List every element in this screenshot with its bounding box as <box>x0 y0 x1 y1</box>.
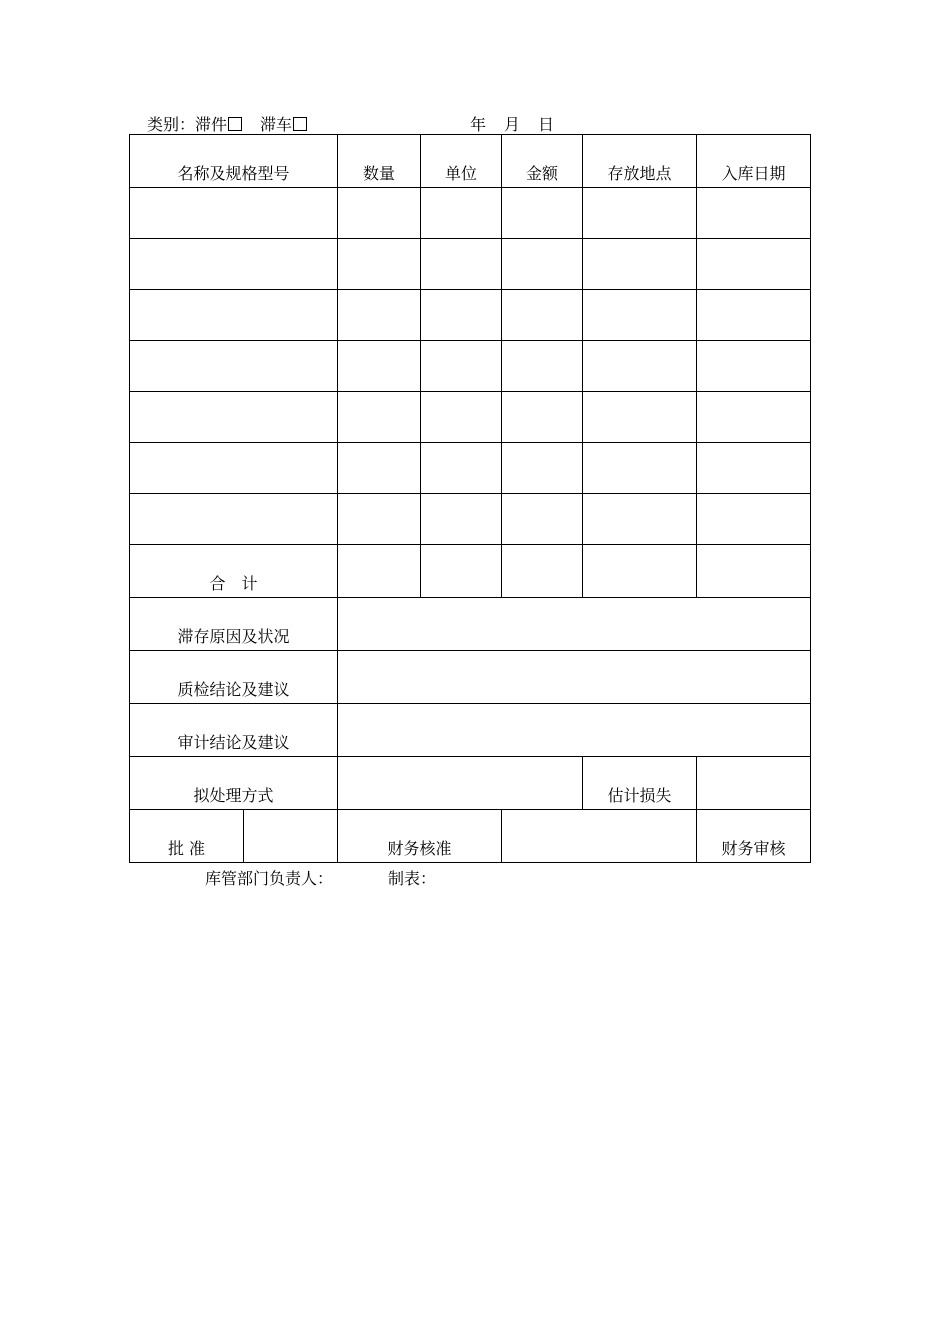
cell-quantity[interactable] <box>338 443 421 494</box>
cell-name-spec[interactable] <box>130 188 338 239</box>
total-location-cell[interactable] <box>583 545 697 598</box>
cell-date[interactable] <box>697 392 811 443</box>
qc-field[interactable] <box>338 651 811 704</box>
category-parts-checkbox[interactable] <box>228 117 242 131</box>
cell-location[interactable] <box>583 290 697 341</box>
date-year-label: 年 <box>470 115 487 134</box>
reason-row <box>130 598 811 651</box>
cell-location[interactable] <box>583 188 697 239</box>
cell-location[interactable] <box>583 341 697 392</box>
cell-quantity[interactable] <box>338 341 421 392</box>
reason-field[interactable] <box>338 598 811 651</box>
cell-date[interactable] <box>697 443 811 494</box>
reason-label: 滞存原因及状况 <box>130 598 338 651</box>
cell-name-spec[interactable] <box>130 341 338 392</box>
table-row <box>130 494 811 545</box>
cell-date[interactable] <box>697 494 811 545</box>
cell-amount[interactable] <box>502 290 583 341</box>
cell-unit[interactable] <box>421 443 502 494</box>
cell-location[interactable] <box>583 443 697 494</box>
table-row <box>130 290 811 341</box>
table-row <box>130 341 811 392</box>
cell-date[interactable] <box>697 188 811 239</box>
cell-unit[interactable] <box>421 290 502 341</box>
audit-label: 审计结论及建议 <box>130 704 338 757</box>
cell-location[interactable] <box>583 494 697 545</box>
cell-date[interactable] <box>697 341 811 392</box>
manager-label: 库管部门负责人： <box>205 869 334 888</box>
cell-unit[interactable] <box>421 341 502 392</box>
category-option-vehicle-label: 滞车 <box>260 115 293 134</box>
cell-amount[interactable] <box>502 392 583 443</box>
cell-name-spec[interactable] <box>130 290 338 341</box>
approve-field[interactable] <box>244 810 338 863</box>
table-row <box>130 392 811 443</box>
cell-unit[interactable] <box>421 188 502 239</box>
table-row <box>130 188 811 239</box>
qc-label: 质检结论及建议 <box>130 651 338 704</box>
table-row <box>130 443 811 494</box>
audit-row <box>130 704 811 757</box>
cell-quantity[interactable] <box>338 188 421 239</box>
cell-date[interactable] <box>697 290 811 341</box>
col-header-unit: 单位 <box>421 135 502 188</box>
finance-approve-field[interactable] <box>502 810 697 863</box>
cell-amount[interactable] <box>502 341 583 392</box>
total-row <box>130 545 811 598</box>
category-vehicle-checkbox[interactable] <box>293 117 307 131</box>
total-label: 合 计 <box>130 545 338 598</box>
cell-quantity[interactable] <box>338 494 421 545</box>
cell-name-spec[interactable] <box>130 494 338 545</box>
cell-location[interactable] <box>583 392 697 443</box>
cell-quantity[interactable] <box>338 239 421 290</box>
form-header <box>147 112 647 134</box>
total-date-cell[interactable] <box>697 545 811 598</box>
cell-quantity[interactable] <box>338 392 421 443</box>
plan-row <box>130 757 811 810</box>
cell-amount[interactable] <box>502 188 583 239</box>
finance-review-label: 财务审核 <box>697 810 811 863</box>
signature-row <box>130 810 811 863</box>
audit-field[interactable] <box>338 704 811 757</box>
total-unit-cell[interactable] <box>421 545 502 598</box>
loss-field[interactable] <box>697 757 811 810</box>
cell-quantity[interactable] <box>338 290 421 341</box>
total-quantity-cell[interactable] <box>338 545 421 598</box>
cell-name-spec[interactable] <box>130 443 338 494</box>
cell-name-spec[interactable] <box>130 392 338 443</box>
cell-name-spec[interactable] <box>130 239 338 290</box>
col-header-storage-date: 入库日期 <box>697 135 811 188</box>
approve-label: 批 准 <box>130 810 244 863</box>
cell-amount[interactable] <box>502 239 583 290</box>
stagnant-inventory-table <box>129 134 811 863</box>
cell-date[interactable] <box>697 239 811 290</box>
plan-label: 拟处理方式 <box>130 757 338 810</box>
table-row <box>130 239 811 290</box>
total-amount-cell[interactable] <box>502 545 583 598</box>
col-header-storage-location: 存放地点 <box>583 135 697 188</box>
cell-location[interactable] <box>583 239 697 290</box>
cell-amount[interactable] <box>502 494 583 545</box>
date-day-label: 日 <box>538 115 555 134</box>
cell-unit[interactable] <box>421 239 502 290</box>
table-header-row <box>130 135 811 188</box>
finance-approve-label: 财务核准 <box>338 810 502 863</box>
date-month-label: 月 <box>504 115 521 134</box>
category-label: 类别： <box>147 115 196 134</box>
cell-unit[interactable] <box>421 392 502 443</box>
form-footer <box>205 866 436 889</box>
preparer-label: 制表： <box>388 869 437 888</box>
cell-unit[interactable] <box>421 494 502 545</box>
qc-row <box>130 651 811 704</box>
col-header-amount: 金额 <box>502 135 583 188</box>
category-option-parts-label: 滞件 <box>195 115 228 134</box>
category-selector <box>147 112 307 135</box>
col-header-quantity: 数量 <box>338 135 421 188</box>
cell-amount[interactable] <box>502 443 583 494</box>
plan-field[interactable] <box>338 757 583 810</box>
form-date <box>470 112 572 135</box>
col-header-name-spec: 名称及规格型号 <box>130 135 338 188</box>
loss-label: 估计损失 <box>583 757 697 810</box>
